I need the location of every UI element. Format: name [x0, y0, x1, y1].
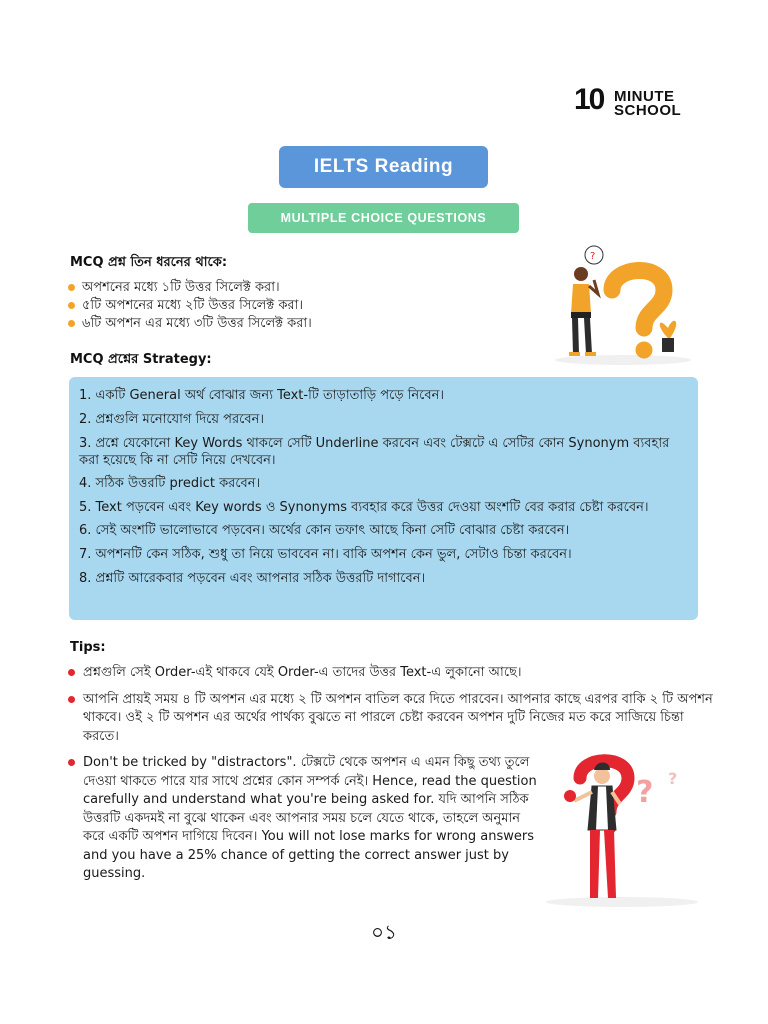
bullet-icon — [68, 696, 75, 703]
strategy-item: 2. প্রশ্নগুলি মনোযোগ দিয়ে পরবেন। — [79, 412, 265, 427]
bullet-icon — [68, 759, 75, 766]
bullet-icon — [68, 302, 75, 309]
tips-heading: Tips: — [70, 640, 106, 655]
svg-text:?: ? — [590, 251, 596, 262]
strategy-item: 7. অপশনটি কেন সঠিক, শুধু তা নিয়ে ভাববেন না। বাকি অপশন কেন ভুল, সেটাও চিন্তা করবেন। — [79, 547, 572, 562]
strategy-item: 6. সেই অংশটি ভালোভাবে পড়বেন। অর্থের কোন তফাৎ আছে কিনা সেটি বোঝার চেষ্টা করবেন। — [79, 523, 570, 538]
svg-text:?: ? — [668, 769, 678, 788]
list-item-text: প্রশ্নগুলি সেই Order-এই থাকবে যেই Order-এ তাদের উত্তর Text-এ লুকানো আছে। — [83, 665, 522, 680]
list-item — [68, 691, 713, 747]
strategy-item: 8. প্রশ্নটি আরেকবার পড়বেন এবং আপনার সঠিক উত্তরটি দাগাবেন। — [79, 571, 426, 586]
mcq-types-list — [68, 279, 488, 333]
strategy-item: 5. Text পড়বেন এবং Key words ও Synonyms ব্যবহার করে উত্তর দেওয়া অংশটি বের করার চেষ্টা করবেন। — [79, 500, 649, 515]
list-item — [68, 279, 488, 297]
strategy-box — [69, 377, 698, 620]
list-item — [68, 664, 713, 683]
logo-line-1: MINUTE — [614, 88, 675, 105]
bullet-icon — [68, 669, 75, 676]
tips-list — [68, 664, 713, 892]
mcq-types-heading: MCQ প্রশ্ন তিন ধরনের থাকে: — [70, 255, 228, 270]
bullet-icon — [68, 284, 75, 291]
bullet-icon — [68, 320, 75, 327]
strategy-item: 4. সঠিক উত্তরটি predict করবেন। — [79, 476, 261, 491]
logo-line-2: SCHOOL — [614, 102, 682, 119]
list-item-text: অপশনের মধ্যে ১টি উত্তর সিলেক্ট করা। — [82, 280, 280, 295]
list-item — [68, 754, 538, 884]
strategy-item: 3. প্রশ্নে যেকোনো Key Words থাকলে সেটি Underline করবেন এবং টেক্সটে এ সেটির কোন Synonym ব্যবহার করা হয়েছে কি না সেটি নিয়ে দেখবেন। — [79, 436, 670, 468]
list-item-text: Don't be tricked by "distractors". টেক্সটে থেকে অপশন এ এমন কিছু তথ্য তুলে দেওয়া থাকতে পারে যার সাথে প্রশ্নের কোন সম্পর্ক নেই। Hence, read the question carefully and understand what you're being asked for. যদি আপনি সঠিক উত্তরটি একদমই না বুঝে থাকেন এবং আপনার সময় চলে যেতে থাকে, তাহলে অনুমান করে একটি অপশন দাগিয়ে দিবেন। You will not lose marks for wrong answers and you have a 25% chance of getting the correct answer just by guessing. — [83, 755, 537, 881]
page-number: ০১ — [371, 920, 397, 944]
logo-number: 10 — [574, 83, 604, 116]
brand-logo — [574, 83, 694, 120]
list-item-text: আপনি প্রায়ই সময় ৪ টি অপশন এর মধ্যে ২ টি অপশন বাতিল করে দিতে পারবেন। আপনার কাছে এরপর বাকি ২ টি অপশন থাকবে। ওই ২ টি অপশন এর অর্থের পার্থক্য বুঝতে না পারলে চেষ্টা করবেন অপশন দুটি নিজের মত করে সাজিয়ে চিন্তা করতে। — [83, 691, 713, 744]
svg-text:?: ? — [636, 775, 654, 810]
thinking-person-illustration — [548, 244, 698, 368]
section-subtitle: MULTIPLE CHOICE QUESTIONS — [248, 203, 519, 233]
confused-person-illustration — [540, 748, 700, 910]
strategy-item: 1. একটি General অর্থ বোঝার জন্য Text-টি তাড়াতাড়ি পড়ে নিবেন। — [79, 388, 445, 403]
strategy-heading: MCQ প্রশ্নের Strategy: — [70, 352, 212, 367]
list-item-text: ৫টি অপশনের মধ্যে ২টি উত্তর সিলেক্ট করা। — [82, 298, 303, 313]
list-item — [68, 297, 488, 315]
list-item — [68, 315, 488, 333]
page-title: IELTS Reading — [279, 146, 488, 188]
list-item-text: ৬টি অপশন এর মধ্যে ৩টি উত্তর সিলেক্ট করা। — [82, 316, 312, 331]
